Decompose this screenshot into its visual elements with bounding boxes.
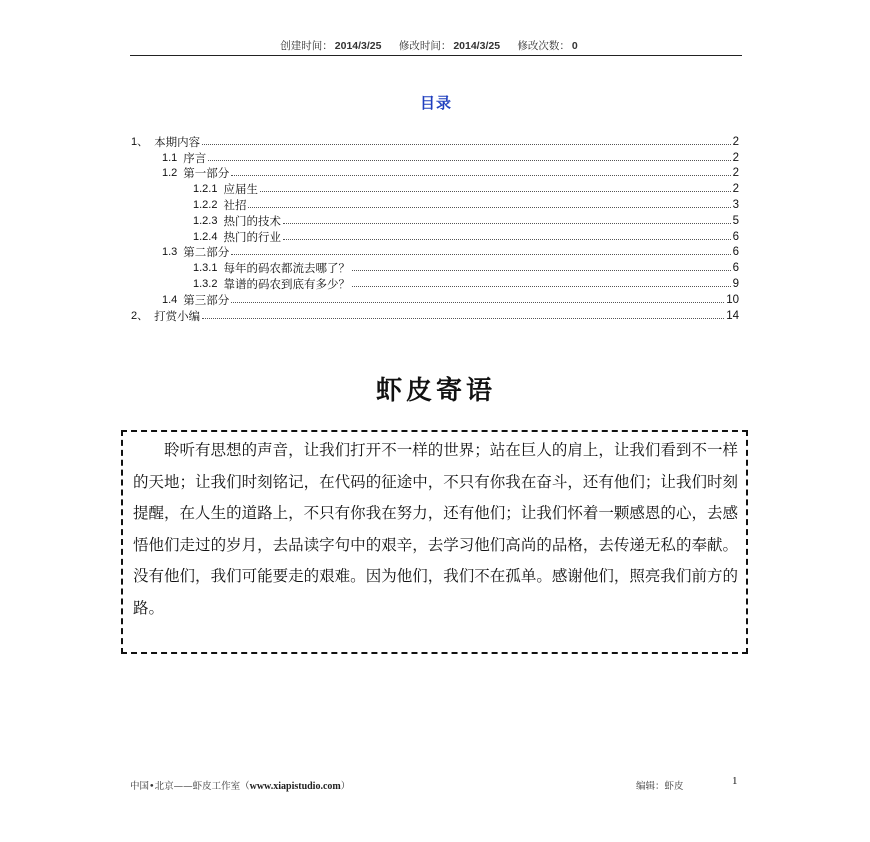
section-heading: 虾皮寄语	[375, 376, 496, 406]
toc-entry-title: 热门的技术	[223, 213, 281, 228]
toc-entry-title: 第一部分	[183, 166, 230, 181]
toc-dot-leader	[260, 191, 731, 192]
toc-entry-title: 第二部分	[183, 245, 230, 260]
toc-entry-page: 2	[732, 135, 739, 148]
toc-entry-page: 2	[732, 151, 739, 164]
toc-entry-number: 1.2.1	[193, 183, 218, 196]
toc-entry[interactable]	[131, 149, 739, 165]
footer-org-prefix: 中国•北京——虾皮工作室（	[130, 781, 250, 792]
toc-dot-leader	[283, 223, 731, 224]
page-number: 1	[732, 775, 738, 787]
footer-editor: 编辑：虾皮	[636, 781, 684, 792]
toc-dot-leader	[248, 207, 730, 208]
toc-entry[interactable]	[131, 275, 739, 291]
modified-label: 修改时间：	[398, 40, 452, 52]
toc-entry[interactable]	[131, 212, 739, 228]
toc-dot-leader	[202, 144, 730, 145]
toc-entry-title: 第三部分	[183, 292, 230, 307]
toc-entry-page: 2	[732, 167, 739, 180]
toc-entry[interactable]	[131, 228, 739, 244]
toc-entry-page: 2	[732, 183, 739, 196]
toc-entry-number: 1.2.2	[193, 198, 218, 211]
toc-entry[interactable]	[131, 244, 739, 260]
revisions-label: 修改次数：	[517, 40, 570, 52]
toc-entry-page: 6	[732, 246, 739, 259]
created-value: 2014/3/25	[334, 40, 382, 52]
quote-paragraph: 聆听有思想的声音，让我们打开不一样的世界；站在巨人的肩上，让我们看到不一样的天地；让我们时刻铭记，在代码的征途中，不只有你我在奋斗，还有他们；让我们时刻提醒，在人生的道路上，不只有你我在努力，还有他们；让我们怀着一颗感恩的心，去感悟他们走过的岁月，去品读字句中的艰辛，去学习他们高尚的品格，去传递无私的奉献。没有他们，我们可能要走的艰难。因为他们，我们不在孤单。感谢他们，照亮我们前方的路。	[133, 441, 738, 617]
toc-entry-number: 2、	[131, 309, 149, 322]
toc-entry-number: 1.2.3	[193, 214, 218, 227]
toc-entry-number: 1.3.2	[193, 277, 218, 290]
toc-entry-title: 靠谱的码农到底有多少？	[223, 276, 350, 291]
toc-entry-title: 热门的行业	[223, 229, 281, 244]
toc-entry-page: 14	[726, 309, 739, 322]
toc-dot-leader	[231, 302, 724, 303]
toc-entry-number: 1、	[131, 135, 149, 148]
toc-entry[interactable]	[131, 307, 739, 323]
toc-entry-title: 应届生	[223, 182, 258, 197]
toc-entry[interactable]	[131, 165, 739, 181]
toc-entry-title: 序言	[183, 150, 207, 165]
toc-entry[interactable]	[131, 133, 739, 149]
toc-entry[interactable]	[131, 196, 739, 212]
toc-entry-page: 10	[726, 293, 739, 306]
toc-entry-page: 6	[732, 230, 739, 243]
header-rule	[130, 55, 742, 56]
toc-dot-leader	[231, 175, 730, 176]
table-of-contents	[131, 133, 739, 323]
toc-entry-title: 本期内容	[154, 134, 201, 149]
toc-entry-title: 每年的码农都流去哪了？	[223, 261, 350, 276]
toc-title: 目录	[419, 94, 452, 112]
toc-dot-leader	[231, 254, 730, 255]
toc-entry-page: 3	[732, 198, 739, 211]
toc-entry-page: 6	[732, 262, 739, 275]
toc-entry-number: 1.1	[162, 151, 178, 164]
toc-entry-number: 1.3.1	[193, 262, 218, 275]
toc-dot-leader	[352, 286, 731, 287]
toc-entry[interactable]	[131, 291, 739, 307]
toc-dot-leader	[202, 318, 724, 319]
toc-entry[interactable]	[131, 180, 739, 196]
toc-dot-leader	[283, 239, 731, 240]
footer-org-suffix: ）	[340, 781, 351, 792]
page-header	[130, 36, 742, 56]
footer-site-link[interactable]: www.xiapistudio.com	[249, 781, 341, 792]
toc-entry-page: 5	[732, 214, 739, 227]
toc-entry-number: 1.3	[162, 246, 178, 259]
toc-entry-title: 社招	[223, 197, 247, 212]
toc-entry-number: 1.4	[162, 293, 178, 306]
quote-box	[121, 430, 748, 654]
toc-dot-leader	[208, 160, 730, 161]
modified-value: 2014/3/25	[453, 40, 501, 52]
toc-entry-number: 1.2.4	[193, 230, 218, 243]
toc-entry-number: 1.2	[162, 167, 178, 180]
toc-entry[interactable]	[131, 259, 739, 275]
created-label: 创建时间：	[280, 40, 333, 52]
toc-dot-leader	[352, 270, 731, 271]
toc-entry-page: 9	[732, 277, 739, 290]
footer-organization	[130, 778, 350, 792]
revisions-value: 0	[571, 40, 578, 52]
toc-entry-title: 打赏小编	[154, 308, 201, 323]
